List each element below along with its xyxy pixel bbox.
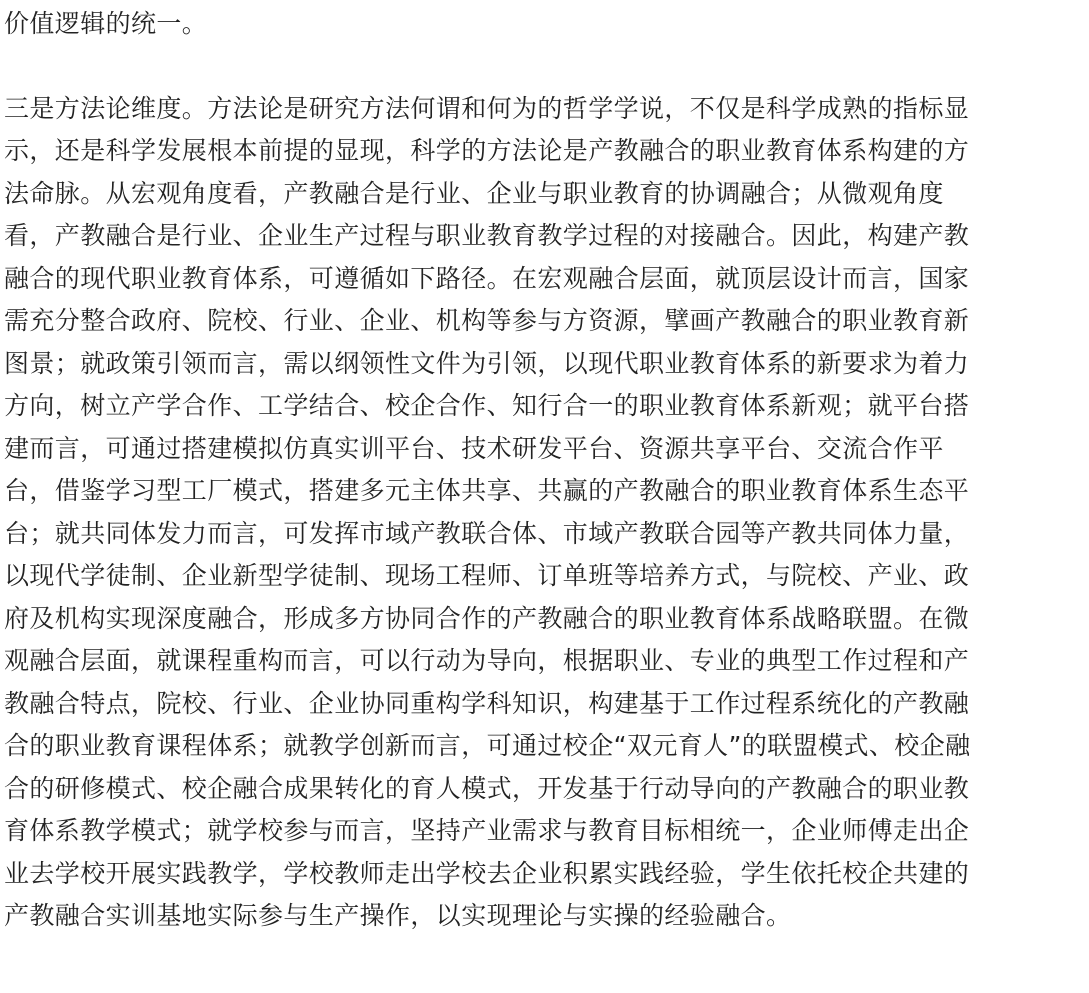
text-line: 育体系教学模式；就学校参与而言，坚持产业需求与教育目标相统一，企业师傅走出企 — [4, 816, 970, 845]
text-line: 看，产教融合是行业、企业生产过程与职业教育教学过程的对接融合。因此，构建产教 — [4, 221, 970, 250]
text-line: 以现代学徒制、企业新型学徒制、现场工程师、订单班等培养方式，与院校、产业、政 — [4, 561, 970, 590]
text-line: 合的职业教育课程体系；就教学创新而言，可通过校企“双元育人”的联盟模式、校企融 — [4, 731, 971, 760]
text-line: 府及机构实现深度融合，形成多方协同合作的产教融合的职业教育体系战略联盟。在微 — [4, 603, 970, 633]
text-line: 教融合特点，院校、行业、企业协同重构学科知识，构建基于工作过程系统化的产教融 — [4, 688, 970, 718]
text-line: 业去学校开展实践教学，学校教师走出学校去企业积累实践经验，学生依托校企共建的 — [4, 858, 970, 888]
text-line: 法命脉。从宏观角度看，产教融合是行业、企业与职业教育的协调融合；从微观角度 — [4, 178, 944, 208]
text-line: 图景；就政策引领而言，需以纲领性文件为引领，以现代职业教育体系的新要求为着力 — [4, 348, 970, 378]
paragraph-gap — [4, 46, 1086, 88]
paragraph-2 — [4, 88, 1086, 938]
text-line: 融合的现代职业教育体系，可遵循如下路径。在宏观融合层面，就顶层设计而言，国家 — [4, 263, 970, 293]
text-line: 建而言，可通过搭建模拟仿真实训平台、技术研发平台、资源共享平台、交流合作平 — [4, 433, 944, 463]
text-line: 观融合层面，就课程重构而言，可以行动为导向，根据职业、专业的典型工作过程和产 — [4, 646, 970, 675]
text-line: 合的研修模式、校企融合成果转化的育人模式，开发基于行动导向的产教融合的职业教 — [4, 773, 970, 803]
paragraph-1 — [4, 3, 1086, 46]
text-line: 台；就共同体发力而言，可发挥市域产教联合体、市域产教联合园等产教共同体力量， — [4, 518, 970, 548]
text-line: 示，还是科学发展根本前提的显现，科学的方法论是产教融合的职业教育体系构建的方 — [4, 136, 970, 165]
text-line: 台，借鉴学习型工厂模式，搭建多元主体共享、共赢的产教融合的职业教育体系生态平 — [4, 476, 970, 505]
text-line: 三是方法论维度。方法论是研究方法何谓和何为的哲学学说，不仅是科学成熟的指标显 — [4, 93, 970, 123]
text-line: 需充分整合政府、院校、行业、企业、机构等参与方资源，擘画产教融合的职业教育新 — [4, 306, 970, 335]
text-line: 产教融合实训基地实际参与生产操作，以实现理论与实操的经验融合。 — [4, 901, 792, 930]
text-line: 价值逻辑的统一。 — [4, 9, 208, 38]
text-line: 方向，树立产学合作、工学结合、校企合作、知行合一的职业教育体系新观；就平台搭 — [4, 391, 970, 420]
article-body — [4, 0, 1086, 938]
